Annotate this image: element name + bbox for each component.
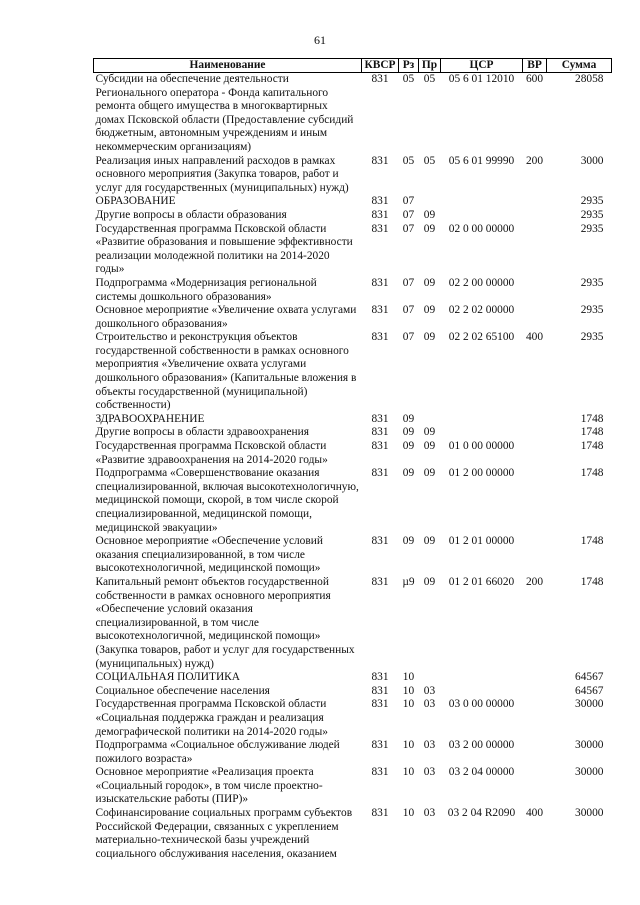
kvsr-cell: 831 (371, 440, 389, 453)
pr-cell: 09 (423, 575, 436, 588)
vr-cell (523, 535, 547, 576)
sum-cell: 28058 (575, 73, 604, 85)
pr-cell (419, 195, 441, 209)
vr-cell (523, 440, 547, 467)
name-cell: Софинансирование социальных программ субъектов Российской Федерации, связанных с укреплением материально-технической базы учреждений социального обслуживания населения, оказанием (95, 807, 353, 860)
kvsr-cell: 831 (371, 154, 389, 167)
rz-cell: 10 (402, 698, 415, 711)
table-row (94, 685, 612, 699)
csr-cell: 05 6 01 99990 (448, 154, 515, 167)
vr-cell: 400 (525, 331, 544, 344)
table-row (94, 277, 612, 304)
csr-cell: 01 2 01 00000 (448, 535, 515, 548)
kvsr-cell: 831 (371, 331, 389, 344)
csr-cell (441, 195, 523, 209)
csr-cell (441, 671, 523, 685)
sum-cell: 64567 (575, 684, 604, 697)
table-row (94, 440, 612, 467)
rz-cell: 09 (402, 426, 415, 439)
header-vr: ВР (523, 59, 547, 73)
csr-cell (441, 209, 523, 223)
name-cell: Государственная программа Псковской области «Развитие здравоохранения на 2014-2020 годы» (95, 440, 328, 466)
name-cell: Субсидии на обеспечение деятельности Регионального оператора - Фонда капитального ремонта общего имущества в многоквартирных домах Псковской области (Предоставление субсидий бюджетным, автономным учреждениям и иным некоммерческим организациям) (95, 73, 354, 153)
pr-cell: 09 (423, 426, 436, 439)
name-cell: Строительство и реконструкция объектов государственной собственности в рамках основного мероприятия «Увеличение охвата услугами дошкольного образования» (Капитальные вложения в объекты государственной (муниципальной) собственности) (95, 331, 357, 412)
name-cell: Другие вопросы в области образования (95, 208, 287, 221)
sum-cell: 1748 (580, 467, 604, 480)
vr-cell (523, 304, 547, 331)
csr-cell: 01 0 00 00000 (448, 440, 515, 453)
rz-cell: 07 (402, 208, 415, 221)
sum-cell: 1748 (580, 575, 604, 588)
csr-cell: 02 2 00 00000 (448, 276, 515, 289)
table-row (94, 195, 612, 209)
kvsr-cell: 831 (371, 222, 389, 235)
kvsr-cell: 831 (371, 304, 389, 317)
table-row (94, 766, 612, 807)
kvsr-cell: 831 (371, 412, 389, 425)
pr-cell: 03 (423, 766, 436, 779)
kvsr-cell: 831 (371, 739, 389, 752)
table-row (94, 304, 612, 331)
table-row (94, 426, 612, 440)
table-row (94, 576, 612, 671)
sum-cell: 2935 (580, 276, 604, 289)
csr-cell: 05 6 01 12010 (448, 73, 515, 85)
header-pr: Пр (419, 59, 441, 73)
rz-cell: 10 (402, 739, 415, 752)
sum-cell: 64567 (575, 671, 604, 684)
table-row (94, 671, 612, 685)
name-cell: Основное мероприятие «Увеличение охвата услугами дошкольного образования» (95, 304, 357, 330)
table-row (94, 73, 612, 155)
table-body (94, 73, 612, 862)
csr-cell: 02 2 02 00000 (448, 304, 515, 317)
rz-cell: 07 (402, 222, 415, 235)
name-cell: ОБРАЗОВАНИЕ (95, 195, 176, 208)
table-row (94, 535, 612, 576)
table-row (94, 209, 612, 223)
pr-cell (419, 413, 441, 427)
rz-cell: 05 (402, 73, 415, 85)
kvsr-cell: 831 (371, 426, 389, 439)
header-csr: ЦСР (441, 59, 523, 73)
sum-cell: 2935 (580, 222, 604, 235)
vr-cell (523, 467, 547, 535)
table-row (94, 155, 612, 196)
vr-cell (523, 195, 547, 209)
rz-cell: 09 (402, 467, 415, 480)
vr-cell (523, 209, 547, 223)
table-row (94, 807, 612, 861)
kvsr-cell: 831 (371, 467, 389, 480)
pr-cell: 03 (423, 698, 436, 711)
name-cell: Подпрограмма «Модернизация региональной системы дошкольного образования» (95, 276, 317, 303)
pr-cell (419, 671, 441, 685)
name-cell: Социальное обеспечение населения (95, 684, 270, 697)
pr-cell: 09 (423, 331, 436, 344)
csr-cell: 03 0 00 00000 (448, 698, 515, 711)
header-rz: Рз (399, 59, 419, 73)
pr-cell: 09 (423, 222, 436, 235)
name-cell: Государственная программа Псковской области «Социальная поддержка граждан и реализация демографической политики на 2014-2020 годы» (95, 698, 328, 738)
table-row (94, 467, 612, 535)
rz-cell: 10 (402, 684, 415, 697)
name-cell: Основное мероприятие «Реализация проекта «Социальный городок», в том числе проектно-изыскательские работы (ПИР)» (95, 766, 323, 806)
kvsr-cell: 831 (371, 73, 389, 85)
name-cell: Реализация иных направлений расходов в рамках основного мероприятия (Закупка товаров, работ и услуг для государственных (муниципальных) нужд) (95, 154, 349, 194)
vr-cell (523, 426, 547, 440)
csr-cell: 01 2 00 00000 (448, 467, 515, 480)
pr-cell: 03 (423, 684, 436, 697)
csr-cell (441, 685, 523, 699)
name-cell: Основное мероприятие «Обеспечение условий оказания специализированной, в том числе высокотехнологичной, медицинской помощи» (95, 535, 323, 575)
kvsr-cell: 831 (371, 807, 389, 820)
pr-cell: 09 (423, 304, 436, 317)
vr-cell: 200 (525, 154, 544, 167)
vr-cell: 600 (525, 73, 544, 85)
vr-cell (523, 739, 547, 766)
table-row (94, 739, 612, 766)
name-cell: ЗДРАВООХРАНЕНИЕ (95, 412, 205, 425)
header-kvsr: КВСР (362, 59, 399, 73)
header-name: Наименование (94, 59, 362, 73)
sum-cell: 30000 (575, 739, 604, 752)
kvsr-cell: 831 (371, 671, 389, 684)
table-row (94, 331, 612, 413)
kvsr-cell: 831 (371, 766, 389, 779)
sum-cell: 1748 (580, 440, 604, 453)
pr-cell: 03 (423, 807, 436, 820)
pr-cell: 05 (423, 154, 436, 167)
pr-cell: 09 (423, 440, 436, 453)
sum-cell: 30000 (575, 807, 604, 820)
pr-cell: 09 (423, 208, 436, 221)
sum-cell: 3000 (580, 154, 604, 167)
csr-cell: 03 2 04 00000 (448, 766, 515, 779)
vr-cell (523, 413, 547, 427)
csr-cell: 02 0 00 00000 (448, 222, 515, 235)
name-cell: Другие вопросы в области здравоохранения (95, 426, 309, 439)
page-number: 61 (314, 33, 326, 47)
pr-cell: 05 (423, 73, 436, 85)
csr-cell: 01 2 01 66020 (448, 575, 515, 588)
rz-cell: 09 (402, 440, 415, 453)
vr-cell (523, 698, 547, 739)
vr-cell (523, 671, 547, 685)
rz-cell: 07 (402, 276, 415, 289)
name-cell: Капитальный ремонт объектов государственной собственности в рамках основного мероприятия «Обеспечение условий оказания специализированной, в том числе высокотехнологичной, медицинской помощи» (Закупка товаров, работ и услуг для государственных (муниципальных) нужд) (95, 575, 355, 670)
budget-table (93, 58, 612, 861)
table-row (94, 413, 612, 427)
kvsr-cell: 831 (371, 276, 389, 289)
rz-cell: 10 (402, 766, 415, 779)
vr-cell (523, 277, 547, 304)
sum-cell: 2935 (580, 304, 604, 317)
sum-cell: 2935 (580, 331, 604, 344)
rz-cell: 07 (402, 331, 415, 344)
csr-cell: 02 2 02 65100 (448, 331, 515, 344)
kvsr-cell: 831 (371, 698, 389, 711)
pr-cell: 09 (423, 535, 436, 548)
rz-cell: 09 (402, 412, 415, 425)
vr-cell (523, 223, 547, 277)
sum-cell: 30000 (575, 766, 604, 779)
rz-cell: 05 (402, 154, 415, 167)
rz-cell: 07 (402, 304, 415, 317)
vr-cell: 200 (525, 575, 544, 588)
rz-cell: 07 (402, 195, 415, 208)
name-cell: СОЦИАЛЬНАЯ ПОЛИТИКА (95, 671, 241, 684)
rz-cell: 09 (402, 535, 415, 548)
csr-cell: 03 2 00 00000 (448, 739, 515, 752)
sum-cell: 2935 (580, 195, 604, 208)
kvsr-cell: 831 (371, 195, 389, 208)
rz-cell: 10 (402, 807, 415, 820)
kvsr-cell: 831 (371, 208, 389, 221)
header-sum: Сумма (547, 59, 612, 73)
csr-cell (441, 426, 523, 440)
table-row (94, 223, 612, 277)
sum-cell: 1748 (580, 535, 604, 548)
sum-cell: 1748 (580, 426, 604, 439)
kvsr-cell: 831 (371, 575, 389, 588)
table-header-row (94, 59, 612, 73)
name-cell: Подпрограмма «Совершенствование оказания специализированной, включая высокотехнологичную, медицинской помощи, скорой, в том числе скорой специализированной, медицинской помощи, медицинской эвакуации» (95, 467, 359, 534)
vr-cell (523, 685, 547, 699)
rz-cell: µ9 (402, 575, 415, 588)
csr-cell: 03 2 04 R2090 (447, 807, 516, 820)
sum-cell: 1748 (580, 412, 604, 425)
pr-cell: 09 (423, 276, 436, 289)
kvsr-cell: 831 (371, 535, 389, 548)
pr-cell: 03 (423, 739, 436, 752)
name-cell: Государственная программа Псковской области «Развитие образования и повышение эффективности реализации молодежной политики на 2014-2020 годы» (95, 222, 353, 276)
pr-cell: 09 (423, 467, 436, 480)
sum-cell: 30000 (575, 698, 604, 711)
rz-cell: 10 (402, 671, 415, 684)
name-cell: Подпрограмма «Социальное обслуживание людей пожилого возраста» (95, 739, 340, 765)
csr-cell (441, 413, 523, 427)
vr-cell: 400 (525, 807, 544, 820)
sum-cell: 2935 (580, 208, 604, 221)
table-row (94, 698, 612, 739)
kvsr-cell: 831 (371, 684, 389, 697)
vr-cell (523, 766, 547, 807)
